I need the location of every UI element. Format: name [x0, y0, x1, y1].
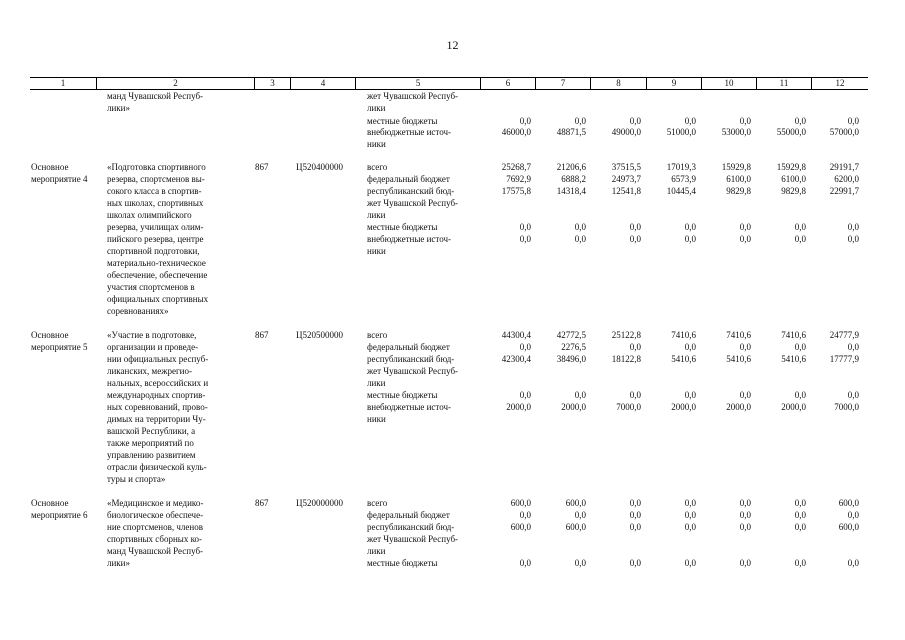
amount-value: 12541,8: [611, 186, 641, 196]
funding-source-line: жет Чувашской Респуб-: [367, 198, 459, 208]
cont-title-line: манд Чувашской Респуб-: [107, 91, 204, 101]
amount-value: 17575,8: [501, 186, 531, 196]
cont-value: 0,0: [519, 116, 531, 126]
header-col-2: 2: [173, 78, 178, 88]
amount-value: 600,0: [565, 498, 586, 508]
amount-value: 0,0: [794, 558, 806, 568]
activity-title-line: обеспечение, обеспечение: [107, 270, 208, 280]
amount-value: 7410,6: [781, 330, 806, 340]
amount-value: 0,0: [847, 234, 859, 244]
grbs-code: 867: [255, 330, 269, 340]
activity-title-line: нальных, всероссийских и: [107, 378, 209, 388]
grbs-code: 867: [255, 498, 269, 508]
header-col-3: 3: [270, 78, 275, 88]
activity-title-line: «Подготовка спортивного: [107, 162, 206, 172]
cont-source-line: ники: [367, 139, 386, 149]
funding-source-line: федеральный бюджет: [367, 174, 450, 184]
amount-value: 0,0: [574, 558, 586, 568]
cont-value: 55000,0: [776, 127, 806, 137]
amount-value: 0,0: [574, 234, 586, 244]
budget-code: Ц520000000: [296, 498, 343, 508]
funding-source-line: местные бюджеты: [367, 222, 438, 232]
amount-value: 0,0: [519, 222, 531, 232]
amount-value: 0,0: [847, 558, 859, 568]
amount-value: 600,0: [838, 522, 859, 532]
amount-value: 6200,0: [834, 174, 859, 184]
amount-value: 0,0: [794, 390, 806, 400]
amount-value: 600,0: [565, 522, 586, 532]
amount-value: 0,0: [847, 390, 859, 400]
amount-value: 25268,7: [501, 162, 531, 172]
activity-title-line: участия спортсменов в: [107, 282, 195, 292]
cont-value: 0,0: [684, 116, 696, 126]
cont-value: 0,0: [739, 116, 751, 126]
amount-value: 0,0: [739, 510, 751, 520]
amount-value: 0,0: [519, 390, 531, 400]
activity-title-line: «Участие в подготовке,: [107, 330, 197, 340]
amount-value: 0,0: [629, 342, 641, 352]
activity-title-line: ликанских, межрегио-: [107, 366, 192, 376]
activity-title-line: материально-техническое: [107, 258, 206, 268]
amount-value: 6888,2: [561, 174, 586, 184]
amount-value: 6573,9: [671, 174, 696, 184]
funding-source-line: ники: [367, 414, 386, 424]
header-col-4: 4: [320, 78, 326, 88]
activity-title-line: вашской Республики, а: [107, 426, 196, 436]
cont-value: 0,0: [574, 116, 586, 126]
cont-value: 49000,0: [611, 127, 641, 137]
amount-value: 0,0: [739, 498, 751, 508]
amount-value: 21206,6: [556, 162, 586, 172]
amount-value: 10445,4: [666, 186, 696, 196]
amount-value: 600,0: [838, 498, 859, 508]
amount-value: 42300,4: [501, 354, 531, 364]
cont-value: 0,0: [629, 116, 641, 126]
activity-title-line: резерва, спортсменов вы-: [107, 174, 205, 184]
funding-source-line: местные бюджеты: [367, 558, 438, 568]
amount-value: 0,0: [629, 522, 641, 532]
amount-value: 9829,8: [781, 186, 806, 196]
amount-value: 0,0: [519, 234, 531, 244]
budget-code: Ц520400000: [296, 162, 343, 172]
amount-value: 29191,7: [829, 162, 859, 172]
amount-value: 44300,4: [501, 330, 531, 340]
activity-title-line: международных спортив-: [107, 390, 206, 400]
amount-value: 15929,8: [776, 162, 806, 172]
cont-value: 51000,0: [666, 127, 696, 137]
funding-source-line: внебюджетные источ-: [367, 234, 452, 244]
amount-value: 0,0: [794, 498, 806, 508]
amount-value: 14318,4: [556, 186, 586, 196]
amount-value: 2000,0: [726, 402, 751, 412]
amount-value: 7692,9: [506, 174, 531, 184]
amount-value: 38496,0: [556, 354, 586, 364]
amount-value: 5410,6: [726, 354, 751, 364]
funding-source-line: местные бюджеты: [367, 390, 438, 400]
amount-value: 15929,8: [721, 162, 751, 172]
funding-source-line: федеральный бюджет: [367, 510, 450, 520]
header-col-10: 10: [724, 78, 734, 88]
activity-title-line: также мероприятий по: [107, 438, 194, 448]
activity-title-line: спортивных сборных ко-: [107, 534, 203, 544]
header-col-6: 6: [505, 78, 511, 88]
amount-value: 0,0: [847, 510, 859, 520]
amount-value: 2000,0: [671, 402, 696, 412]
activity-name-line: мероприятие 6: [31, 510, 88, 520]
amount-value: 0,0: [794, 222, 806, 232]
amount-value: 600,0: [510, 498, 531, 508]
activity-title-line: манд Чувашской Респуб-: [107, 546, 204, 556]
amount-value: 2000,0: [506, 402, 531, 412]
amount-value: 0,0: [574, 510, 586, 520]
funding-source-line: республиканский бюд-: [367, 186, 455, 196]
activity-title-line: управлению развитием: [107, 450, 196, 460]
activity-title-line: димых на территории Чу-: [107, 414, 206, 424]
header-col-7: 7: [560, 78, 566, 88]
amount-value: 24777,9: [829, 330, 859, 340]
funding-source-line: федеральный бюджет: [367, 342, 450, 352]
cont-title-line: лики»: [107, 103, 130, 113]
amount-value: 0,0: [629, 234, 641, 244]
amount-value: 18122,8: [611, 354, 641, 364]
amount-value: 0,0: [739, 522, 751, 532]
amount-value: 17777,9: [829, 354, 859, 364]
amount-value: 0,0: [794, 234, 806, 244]
amount-value: 0,0: [629, 558, 641, 568]
amount-value: 0,0: [794, 522, 806, 532]
activity-name-line: Основное: [31, 498, 69, 508]
amount-value: 0,0: [574, 390, 586, 400]
funding-source-line: всего: [367, 162, 388, 172]
activity-title-line: ных соревнований, прово-: [107, 402, 208, 412]
activity-name-line: Основное: [31, 330, 69, 340]
cont-value: 57000,0: [829, 127, 859, 137]
amount-value: 0,0: [519, 510, 531, 520]
activity-title-line: лики»: [107, 558, 130, 568]
activity-title-line: спортивной подготовки,: [107, 246, 200, 256]
amount-value: 0,0: [739, 234, 751, 244]
amount-value: 0,0: [684, 234, 696, 244]
amount-value: 0,0: [684, 390, 696, 400]
page-number: 12: [446, 38, 459, 52]
amount-value: 0,0: [684, 222, 696, 232]
amount-value: 0,0: [519, 342, 531, 352]
header-col-12: 12: [835, 78, 845, 88]
header-col-5: 5: [415, 78, 421, 88]
activity-title-line: нии официальных респуб-: [107, 354, 209, 364]
amount-value: 6100,0: [726, 174, 751, 184]
amount-value: 0,0: [684, 522, 696, 532]
funding-source-line: ники: [367, 246, 386, 256]
header-col-9: 9: [671, 78, 677, 88]
grbs-code: 867: [255, 162, 269, 172]
header-col-8: 8: [616, 78, 621, 88]
activity-title-line: «Медицинское и медико-: [107, 498, 204, 508]
amount-value: 6100,0: [781, 174, 806, 184]
amount-value: 0,0: [684, 558, 696, 568]
amount-value: 2000,0: [781, 402, 806, 412]
cont-source-line: жет Чувашской Респуб-: [367, 91, 459, 101]
amount-value: 0,0: [739, 222, 751, 232]
amount-value: 600,0: [510, 522, 531, 532]
amount-value: 42772,5: [556, 330, 586, 340]
cont-source-line: лики: [367, 103, 386, 113]
amount-value: 0,0: [794, 342, 806, 352]
activity-title-line: ных школах, спортивных: [107, 198, 204, 208]
amount-value: 0,0: [739, 390, 751, 400]
amount-value: 0,0: [629, 390, 641, 400]
amount-value: 5410,6: [781, 354, 806, 364]
activity-title-line: организации и проведе-: [107, 342, 199, 352]
cont-value: 0,0: [847, 116, 859, 126]
cont-value: 0,0: [794, 116, 806, 126]
activity-title-line: биологическое обеспече-: [107, 510, 204, 520]
amount-value: 0,0: [739, 342, 751, 352]
activity-title-line: школах олимпийского: [107, 210, 192, 220]
cont-source-line: местные бюджеты: [367, 116, 438, 126]
amount-value: 7410,6: [726, 330, 751, 340]
amount-value: 0,0: [629, 510, 641, 520]
activity-name-line: мероприятие 5: [31, 342, 88, 352]
amount-value: 2276,5: [561, 342, 586, 352]
funding-source-line: лики: [367, 378, 386, 388]
funding-source-line: всего: [367, 330, 388, 340]
amount-value: 7410,6: [671, 330, 696, 340]
amount-value: 0,0: [847, 222, 859, 232]
amount-value: 0,0: [684, 510, 696, 520]
funding-source-line: всего: [367, 498, 388, 508]
activity-title-line: соревнованиях»: [107, 306, 169, 316]
funding-source-line: жет Чувашской Респуб-: [367, 366, 459, 376]
header-col-11: 11: [779, 78, 789, 88]
funding-source-line: лики: [367, 210, 386, 220]
activity-title-line: официальных спортивных: [107, 294, 209, 304]
cont-source-line: внебюджетные источ-: [367, 127, 452, 137]
activity-title-line: отрасли физической куль-: [107, 462, 207, 472]
funding-source-line: внебюджетные источ-: [367, 402, 452, 412]
amount-value: 37515,5: [611, 162, 641, 172]
amount-value: 0,0: [739, 558, 751, 568]
activity-name-line: мероприятие 4: [31, 174, 88, 184]
cont-value: 46000,0: [501, 127, 531, 137]
amount-value: 17019,3: [666, 162, 696, 172]
activity-title-line: туры и спорта»: [107, 474, 166, 484]
amount-value: 0,0: [847, 342, 859, 352]
amount-value: 2000,0: [561, 402, 586, 412]
funding-source-line: республиканский бюд-: [367, 354, 455, 364]
header-col-1: 1: [60, 78, 66, 88]
amount-value: 5410,6: [671, 354, 696, 364]
amount-value: 9829,8: [726, 186, 751, 196]
amount-value: 0,0: [684, 342, 696, 352]
amount-value: 25122,8: [611, 330, 641, 340]
amount-value: 22991,7: [829, 186, 859, 196]
activity-title-line: сокого класса в спортив-: [107, 186, 202, 196]
amount-value: 7000,0: [834, 402, 859, 412]
table-header: [30, 77, 868, 90]
funding-source-line: жет Чувашской Респуб-: [367, 534, 459, 544]
amount-value: 0,0: [629, 222, 641, 232]
activity-title-line: пийского резерва, центре: [107, 234, 204, 244]
amount-value: 0,0: [684, 498, 696, 508]
amount-value: 0,0: [629, 498, 641, 508]
activity-title-line: ние спортсменов, членов: [107, 522, 203, 532]
amount-value: 0,0: [574, 222, 586, 232]
cont-value: 53000,0: [721, 127, 751, 137]
cont-value: 48871,5: [556, 127, 586, 137]
activity-name-line: Основное: [31, 162, 69, 172]
funding-source-line: лики: [367, 546, 386, 556]
amount-value: 0,0: [519, 558, 531, 568]
amount-value: 0,0: [794, 510, 806, 520]
activity-title-line: резерва, училищах олим-: [107, 222, 204, 232]
amount-value: 7000,0: [616, 402, 641, 412]
funding-source-line: республиканский бюд-: [367, 522, 455, 532]
amount-value: 24973,7: [611, 174, 641, 184]
budget-code: Ц520500000: [296, 330, 343, 340]
